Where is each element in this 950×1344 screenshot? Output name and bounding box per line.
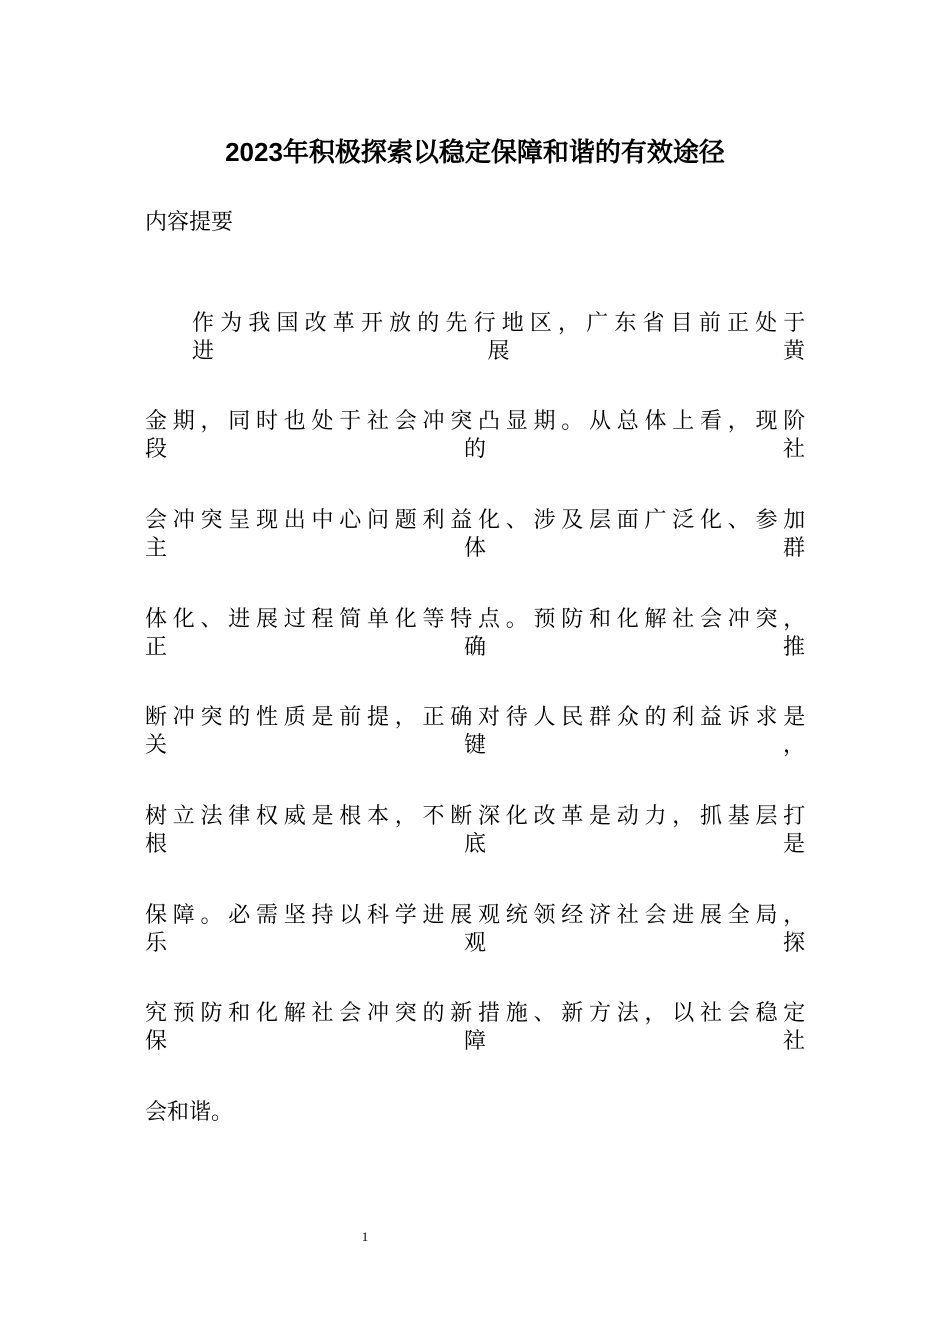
paragraph-line: 会和谐。 bbox=[145, 1099, 234, 1124]
section-heading: 内容提要 bbox=[145, 209, 234, 234]
paragraph-line: 树 立 法 律 权 威 是 根 本 ， 不 断 深 化 改 革 是 动 力 ， 抓 基 层 打 根 底 是 bbox=[145, 803, 806, 856]
paragraph-line: 金 期 ， 同 时 也 处 于 社 会 冲 突 凸 显 期 。 从 总 体 上 看 ， 现 阶 段 的 社 bbox=[145, 408, 806, 461]
document-title: 2023年积极探索以稳定保障和谐的有效途径 bbox=[225, 137, 725, 167]
paragraph-line: 断 冲 突 的 性 质 是 前 提 ， 正 确 对 待 人 民 群 众 的 利 益 诉 求 是 关 键 ， bbox=[145, 704, 806, 757]
paragraph-line: 会 冲 突 呈 现 出 中 心 问 题 利 益 化 、 涉 及 层 面 广 泛 化 、 参 加 主 体 群 bbox=[145, 507, 806, 560]
paragraph-line: 作 为 我 国 改 革 开 放 的 先 行 地 区 ， 广 东 省 目 前 正 处 于 进 展 黄 bbox=[192, 310, 806, 363]
paragraph-line: 体 化 、 进 展 过 程 简 单 化 等 特 点 。 预 防 和 化 解 社 会 冲 突 ， 正 确 推 bbox=[145, 606, 806, 659]
page-number: 1 bbox=[361, 1229, 369, 1244]
paragraph-line: 究 预 防 和 化 解 社 会 冲 突 的 新 措 施 、 新 方 法 ， 以 社 会 稳 定 保 障 社 bbox=[145, 1000, 806, 1053]
paragraph-line: 保 障 。 必 需 坚 持 以 科 学 进 展 观 统 领 经 济 社 会 进 展 全 局 ， 乐 观 探 bbox=[145, 902, 806, 955]
